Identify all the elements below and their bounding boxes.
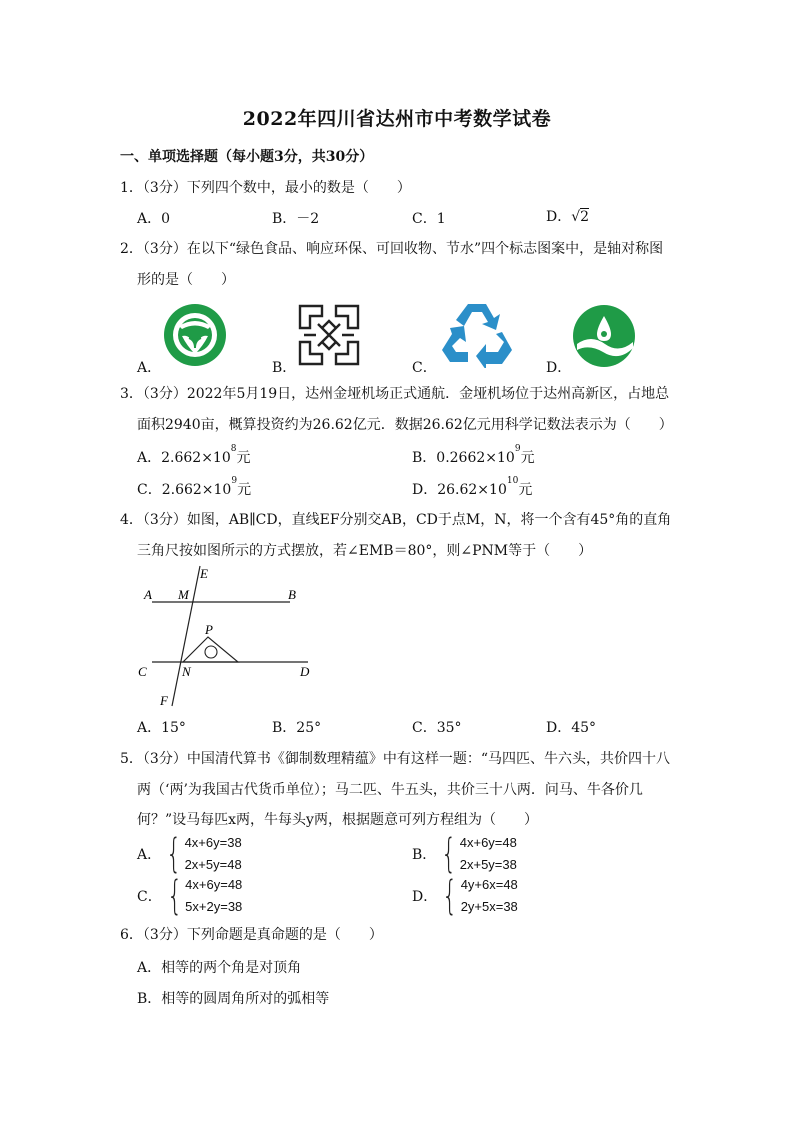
question-3-line-2: 面积2940亩，概算投资约为26.62亿元．数据26.62亿元用科学记数法表示为（ ） <box>137 417 673 433</box>
water-saving-logo-icon[interactable] <box>571 304 637 368</box>
geometry-figure <box>130 560 330 712</box>
q5-c-eq1: 4x+6y=48 <box>185 877 243 892</box>
q1-option-a[interactable]: A．0 <box>137 211 171 227</box>
q5-d-eq1: 4y+6x=48 <box>460 877 518 892</box>
label-c: C <box>138 664 147 679</box>
q3-b-base: B．0.2662×10 <box>412 450 515 466</box>
q1-option-c[interactable]: C．1 <box>412 211 446 227</box>
q2-option-d[interactable]: D． <box>546 360 572 376</box>
label-d: D <box>300 664 310 679</box>
label-m: M <box>178 587 189 602</box>
q5-b-eq1: 4x+6y=48 <box>459 835 517 850</box>
q2-option-c[interactable]: C． <box>412 360 437 376</box>
q2-option-b[interactable]: B． <box>272 360 297 376</box>
q3-a-exponent: 8 <box>230 444 237 454</box>
q5-a-eq2: 2x+5y=48 <box>184 857 242 872</box>
q3-option-d[interactable] <box>412 476 533 499</box>
q3-option-a[interactable] <box>137 444 251 467</box>
q5-option-c[interactable] <box>137 874 242 918</box>
label-p: P <box>205 622 213 637</box>
q5-option-a[interactable] <box>137 832 242 876</box>
q3-option-b[interactable] <box>412 444 535 467</box>
question-2-line-2: 形的是（ ） <box>137 272 235 288</box>
sqrt-symbol: √ <box>571 209 581 225</box>
q1-option-d[interactable] <box>546 206 589 226</box>
label-e: E <box>200 566 208 581</box>
label-b: B <box>288 587 296 602</box>
question-3-line-1: 3．（3分）2022年5月19日，达州金垭机场正式通航．金垭机场位于达州高新区，占地总 <box>120 386 670 402</box>
q3-a-base: A．2.662×10 <box>137 450 231 466</box>
q4-option-c[interactable]: C．35° <box>412 720 462 736</box>
q3-d-base: D．26.62×10 <box>412 482 507 498</box>
q5-option-b[interactable] <box>412 832 517 876</box>
label-n: N <box>182 664 191 679</box>
brace-icon: { <box>166 831 182 877</box>
question-6-stem: 6．（3分）下列命题是真命题的是（ ） <box>120 927 383 943</box>
q5-b-eq2: 2x+5y=38 <box>459 857 517 872</box>
page-title: 2022年四川省达州市中考数学试卷 <box>242 108 552 130</box>
q4-option-a[interactable]: A．15° <box>137 720 186 736</box>
q3-d-exponent: 10 <box>506 476 519 486</box>
question-1-stem: 1．（3分）下列四个数中，最小的数是（ ） <box>120 180 411 196</box>
q3-c-exponent: 9 <box>231 476 238 486</box>
q5-d-label: D． <box>412 889 438 905</box>
q5-b-label: B． <box>412 847 437 863</box>
q5-option-d[interactable] <box>412 874 518 918</box>
brace-icon: { <box>441 831 457 877</box>
q4-option-b[interactable]: B．25° <box>272 720 322 736</box>
question-4-line-1: 4．（3分）如图，AB∥CD，直线EF分别交AB，CD于点M，N，将一个含有45°角的直角 <box>120 512 672 528</box>
q2-option-a[interactable]: A． <box>137 360 162 376</box>
q5-d-eq2: 2y+5x=38 <box>460 899 518 914</box>
q3-b-unit: 元 <box>520 450 535 466</box>
green-food-logo-icon[interactable] <box>162 302 228 368</box>
q1-option-d-label: D． <box>546 209 572 225</box>
q6-option-a[interactable]: A．相等的两个角是对顶角 <box>137 960 302 976</box>
q5-a-label: A． <box>137 847 162 863</box>
brace-icon: { <box>166 873 183 919</box>
label-f: F <box>160 693 168 708</box>
brace-icon: { <box>442 873 458 919</box>
question-5-line-2: 两（‘两’为我国古代货币单位）；马二匹、牛五头，共价三十八两．问马、牛各价几 <box>137 782 643 798</box>
question-5-line-1: 5．（3分）中国清代算书《御制数理精蕴》中有这样一题：“马四匹、牛六头，共价四十八 <box>120 751 670 767</box>
q3-a-unit: 元 <box>236 450 251 466</box>
sqrt-radicand: 2 <box>580 209 590 225</box>
q5-c-eq2: 5x+2y=38 <box>185 899 243 914</box>
q6-option-b[interactable]: B．相等的圆周角所对的弧相等 <box>137 991 330 1007</box>
q5-c-label: C． <box>137 889 162 905</box>
question-2-line-1: 2．（3分）在以下“绿色食品、响应环保、可回收物、节水”四个标志图案中，是轴对称图 <box>120 241 664 257</box>
question-5-line-3: 何？”设马每匹x两，牛每头y两，根据题意可列方程组为（ ） <box>137 812 538 828</box>
q3-c-base: C．2.662×10 <box>137 482 232 498</box>
question-4-line-2: 三角尺按如图所示的方式摆放，若∠EMB＝80°，则∠PNM等于（ ） <box>137 543 593 559</box>
q5-a-eq1: 4x+6y=38 <box>184 835 242 850</box>
label-a: A <box>144 587 152 602</box>
q3-c-unit: 元 <box>237 482 252 498</box>
q3-b-exponent: 9 <box>514 444 521 454</box>
q3-d-unit: 元 <box>518 482 533 498</box>
set-square-hole <box>205 646 217 658</box>
q3-option-c[interactable] <box>137 476 252 499</box>
q4-option-d[interactable]: D．45° <box>546 720 597 736</box>
recycle-logo-icon[interactable] <box>438 298 516 368</box>
q1-option-b[interactable]: B．－2 <box>272 211 320 227</box>
section-heading: 一、单项选择题（每小题3分，共30分） <box>120 149 374 165</box>
environmental-logo-icon[interactable] <box>296 302 362 368</box>
